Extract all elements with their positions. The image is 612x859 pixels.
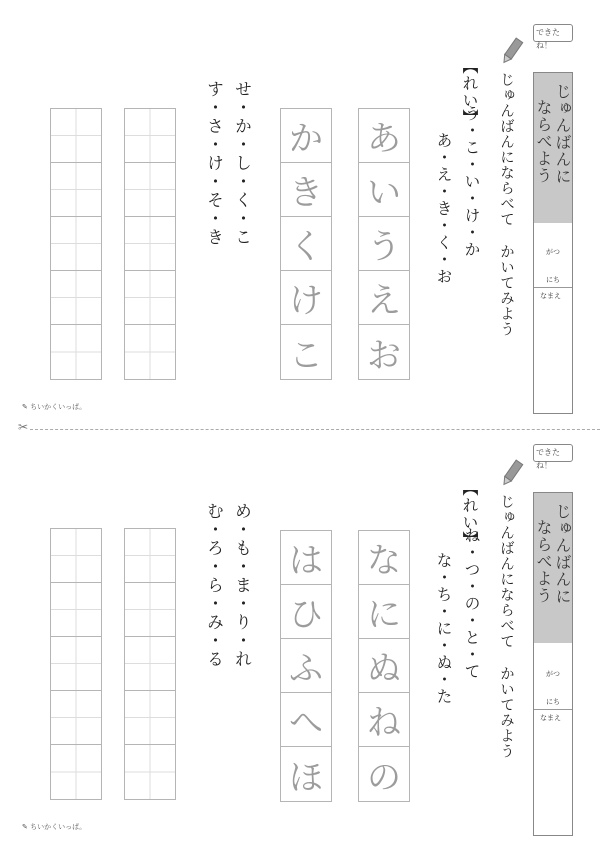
answer-column[interactable] [50, 108, 102, 380]
answer-column[interactable] [50, 528, 102, 800]
writing-cell[interactable] [125, 271, 175, 325]
label-month: がつ [546, 248, 560, 256]
pencil-icon [500, 458, 524, 488]
writing-cell[interactable] [125, 163, 175, 217]
title-line-1: じゅんばんに [553, 503, 572, 605]
pencil-icon [500, 36, 524, 66]
label-name: なまえ [540, 714, 561, 722]
done-badge: できたね！ [533, 24, 573, 42]
title-line-2: ならべよう [534, 519, 553, 604]
trace-cell: な [359, 531, 409, 585]
problem-line: せ・か・し・く・こ [231, 80, 251, 247]
writing-cell[interactable] [51, 691, 101, 745]
name-divider [534, 287, 572, 288]
worksheet-top [0, 0, 612, 425]
footer-text: ちいかくいっぱ。 [30, 823, 87, 831]
writing-cell[interactable] [125, 691, 175, 745]
label-day: にち [546, 698, 560, 706]
trace-cell: か [281, 109, 331, 163]
footer-logo [22, 402, 86, 412]
example-answer-column [280, 108, 332, 380]
writing-cell[interactable] [51, 163, 101, 217]
trace-cell: こ [289, 335, 323, 376]
trace-cell: ね [359, 693, 409, 747]
writing-cell[interactable] [125, 637, 175, 691]
trace-cell: え [359, 271, 409, 325]
writing-cell[interactable] [51, 271, 101, 325]
example-question-line: ね・つ・の・と・て [462, 527, 481, 680]
writing-cell[interactable] [125, 109, 175, 163]
writing-cell[interactable] [51, 109, 101, 163]
trace-cell: け [281, 271, 331, 325]
writing-cell[interactable] [51, 745, 101, 799]
trace-cell: は [281, 531, 331, 585]
instruction-text: じゅんばんにならべて かいてみよう [498, 494, 514, 759]
label-name: なまえ [540, 292, 561, 300]
label-day: にち [546, 276, 560, 284]
writing-cell[interactable] [125, 583, 175, 637]
problem-line: め・も・ま・り・れ [231, 502, 251, 669]
writing-cell[interactable] [125, 217, 175, 271]
title-box [533, 492, 573, 836]
footer-text: ちいかくいっぱ。 [30, 403, 87, 411]
example-question-line-2: な・ち・に・ぬ・た [434, 552, 453, 705]
problem-line-2: む・ろ・ら・み・る [203, 502, 223, 669]
done-badge: できたね！ [533, 444, 573, 462]
trace-cell: ほ [289, 757, 323, 798]
trace-cell: く [281, 217, 331, 271]
problem-line-2: す・さ・け・そ・き [203, 80, 223, 247]
example-question-line-2: あ・え・き・く・お [434, 132, 453, 285]
trace-cell: き [281, 163, 331, 217]
worksheet-bottom [0, 424, 612, 849]
title-line-2: ならべよう [534, 99, 553, 184]
trace-cell: い [359, 163, 409, 217]
writing-cell[interactable] [51, 583, 101, 637]
example-label: 【れい】 [460, 58, 479, 126]
trace-cell: に [359, 585, 409, 639]
name-divider [534, 709, 572, 710]
label-month: がつ [546, 670, 560, 678]
example-answer-column [358, 108, 410, 380]
writing-cell[interactable] [125, 529, 175, 583]
title-box [533, 72, 573, 414]
example-answer-column [358, 530, 410, 802]
answer-column[interactable] [124, 528, 176, 800]
pencil-logo-icon: ✎ [22, 403, 28, 411]
pencil-logo-icon: ✎ [22, 823, 28, 831]
example-question-line: う・こ・い・け・か [462, 105, 481, 258]
example-label: 【れい】 [460, 480, 479, 548]
title-line-1: じゅんばんに [553, 83, 572, 185]
trace-cell: ひ [281, 585, 331, 639]
writing-cell[interactable] [51, 217, 101, 271]
trace-cell: へ [281, 693, 331, 747]
instruction-text: じゅんばんにならべて かいてみよう [498, 72, 514, 337]
footer-logo [22, 822, 86, 832]
writing-cell[interactable] [51, 637, 101, 691]
writing-cell[interactable] [125, 745, 175, 799]
answer-column[interactable] [124, 108, 176, 380]
trace-cell: ぬ [359, 639, 409, 693]
writing-cell[interactable] [125, 325, 175, 379]
scissors-icon: ✂ [18, 420, 29, 434]
trace-cell: あ [359, 109, 409, 163]
writing-cell[interactable] [51, 529, 101, 583]
trace-cell: の [367, 757, 401, 798]
trace-cell: お [367, 335, 401, 376]
example-answer-column [280, 530, 332, 802]
trace-cell: ふ [281, 639, 331, 693]
writing-cell[interactable] [51, 325, 101, 379]
trace-cell: う [359, 217, 409, 271]
